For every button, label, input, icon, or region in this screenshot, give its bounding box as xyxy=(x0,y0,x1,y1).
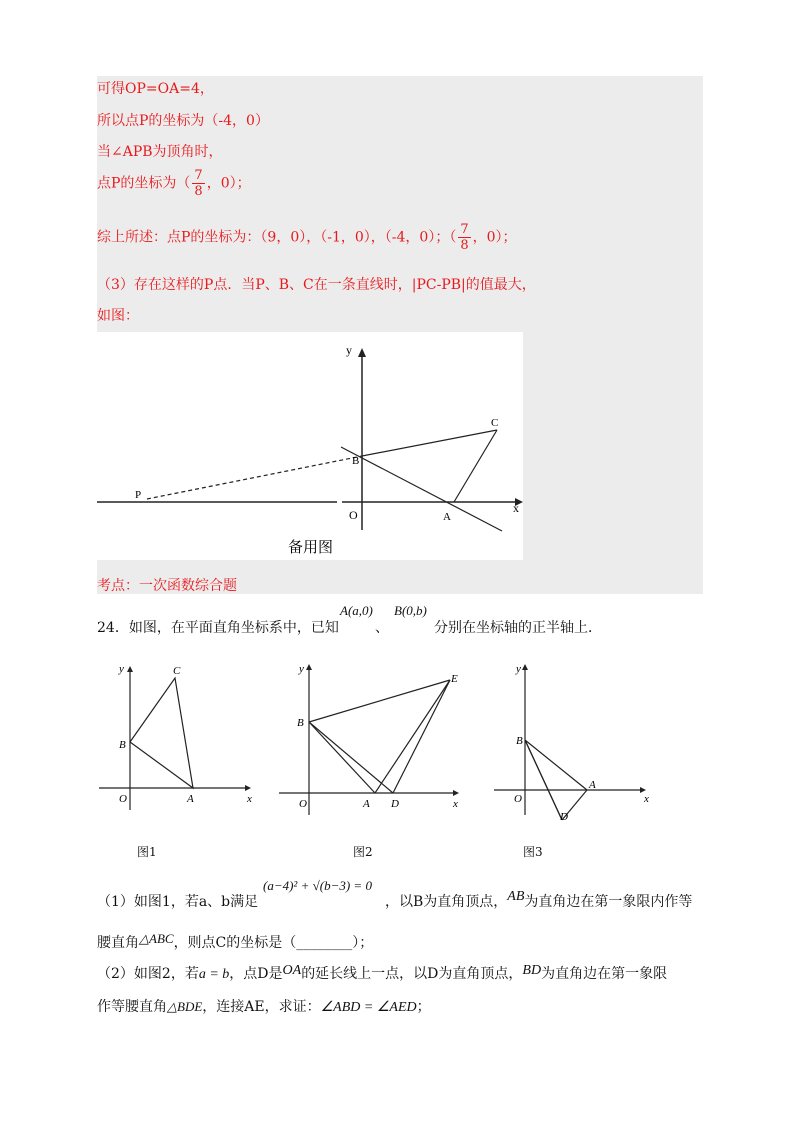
svg-text:O: O xyxy=(119,793,127,805)
svg-text:D: D xyxy=(391,798,399,810)
fig2-ae xyxy=(375,680,450,793)
svg-text:A: A xyxy=(363,798,370,810)
svg-text:A: A xyxy=(187,793,194,805)
solution-line-2: 所以点P的坐标为（-4，0） xyxy=(97,113,269,129)
fraction-seven-eighths-2: $\frac{7}{8}$ xyxy=(460,222,469,253)
figure-3 xyxy=(490,660,660,820)
fig2-be xyxy=(309,680,450,722)
solution-line-3: 当∠APB为顶角时， xyxy=(97,144,223,160)
svg-text:A: A xyxy=(589,779,596,791)
svg-text:B: B xyxy=(297,717,304,729)
kaodian-line: 考点：一次函数综合题 xyxy=(97,578,237,594)
point-b-label: B xyxy=(352,455,360,467)
figure-2-caption: 图2 xyxy=(353,845,373,859)
q2-line-2: 作等腰直角△BDE，连接AE，求证：∠ABD = ∠AED； xyxy=(97,999,431,1015)
q1-equation: (a−4)² + √(b−3) = 0 xyxy=(263,878,372,893)
figure-2 xyxy=(275,660,470,820)
q2-line-1: （2）如图2，若a = b，点D是OA的延长线上一点，以D为直角顶点，BD为直角边在第一象限 xyxy=(97,963,668,982)
svg-text:O: O xyxy=(514,793,522,805)
q1-line-1b: ，以B为直角顶点，AB为直角边在第一象限内作等 xyxy=(385,889,693,910)
q1-line-1: （1）如图1，若a、b满足 xyxy=(97,894,259,910)
problem-intro: 24．如图，在平面直角坐标系中，已知 xyxy=(97,620,339,636)
fig2-ba xyxy=(309,722,375,793)
svg-text:E: E xyxy=(451,673,458,685)
point-p-label: P xyxy=(135,489,142,501)
spare-figure xyxy=(97,332,523,560)
figure-1 xyxy=(95,660,265,820)
point-c-label: C xyxy=(491,417,499,429)
figure-1-caption: 图1 xyxy=(137,845,157,859)
fig2-bd xyxy=(309,722,393,793)
q1-line-2: 腰直角△ABC，则点C的坐标是（________）； xyxy=(97,931,374,951)
svg-text:C: C xyxy=(173,665,181,677)
solution-line-7: 如图： xyxy=(97,308,139,324)
point-a-def: A(a,0) xyxy=(340,603,373,618)
problem-intro-tail: 分别在坐标轴的正半轴上． xyxy=(434,620,602,636)
y-label: y xyxy=(346,343,352,357)
fig2-de xyxy=(393,680,450,793)
x-label: x xyxy=(513,501,519,515)
svg-text:O: O xyxy=(299,798,307,810)
solution-line-6: （3）存在这样的P点．当P、B、C在一条直线时，|PC-PB|的值最大， xyxy=(97,277,536,293)
svg-text:y: y xyxy=(119,663,124,675)
svg-text:B: B xyxy=(119,739,126,751)
point-b-def: B(0,b) xyxy=(394,603,427,618)
origin-label: O xyxy=(349,508,358,522)
svg-text:y: y xyxy=(516,663,521,675)
fig1-triangle xyxy=(130,678,193,788)
svg-text:y: y xyxy=(299,663,304,675)
fraction-seven-eighths: $\frac{7}{8}$ xyxy=(194,168,203,199)
point-a-label: A xyxy=(443,511,451,523)
svg-text:B: B xyxy=(516,735,523,747)
solution-line-1: 可得OP=OA=4， xyxy=(97,81,214,97)
separator: 、 xyxy=(375,620,389,636)
solution-line-5: 综上所述：点P的坐标为：（9，0），（-1，0），（-4，0）；（ $\frac{7}{8}$ ，0）； xyxy=(97,222,517,253)
svg-text:x: x xyxy=(453,798,458,810)
figure-3-caption: 图3 xyxy=(523,845,543,859)
solution-line-4: 点P的坐标为（ $\frac{7}{8}$ ，0）； xyxy=(97,168,251,199)
svg-text:x: x xyxy=(644,793,649,805)
figure-caption: 备用图 xyxy=(288,540,334,556)
svg-text:x: x xyxy=(247,793,252,805)
svg-text:D: D xyxy=(560,811,568,820)
